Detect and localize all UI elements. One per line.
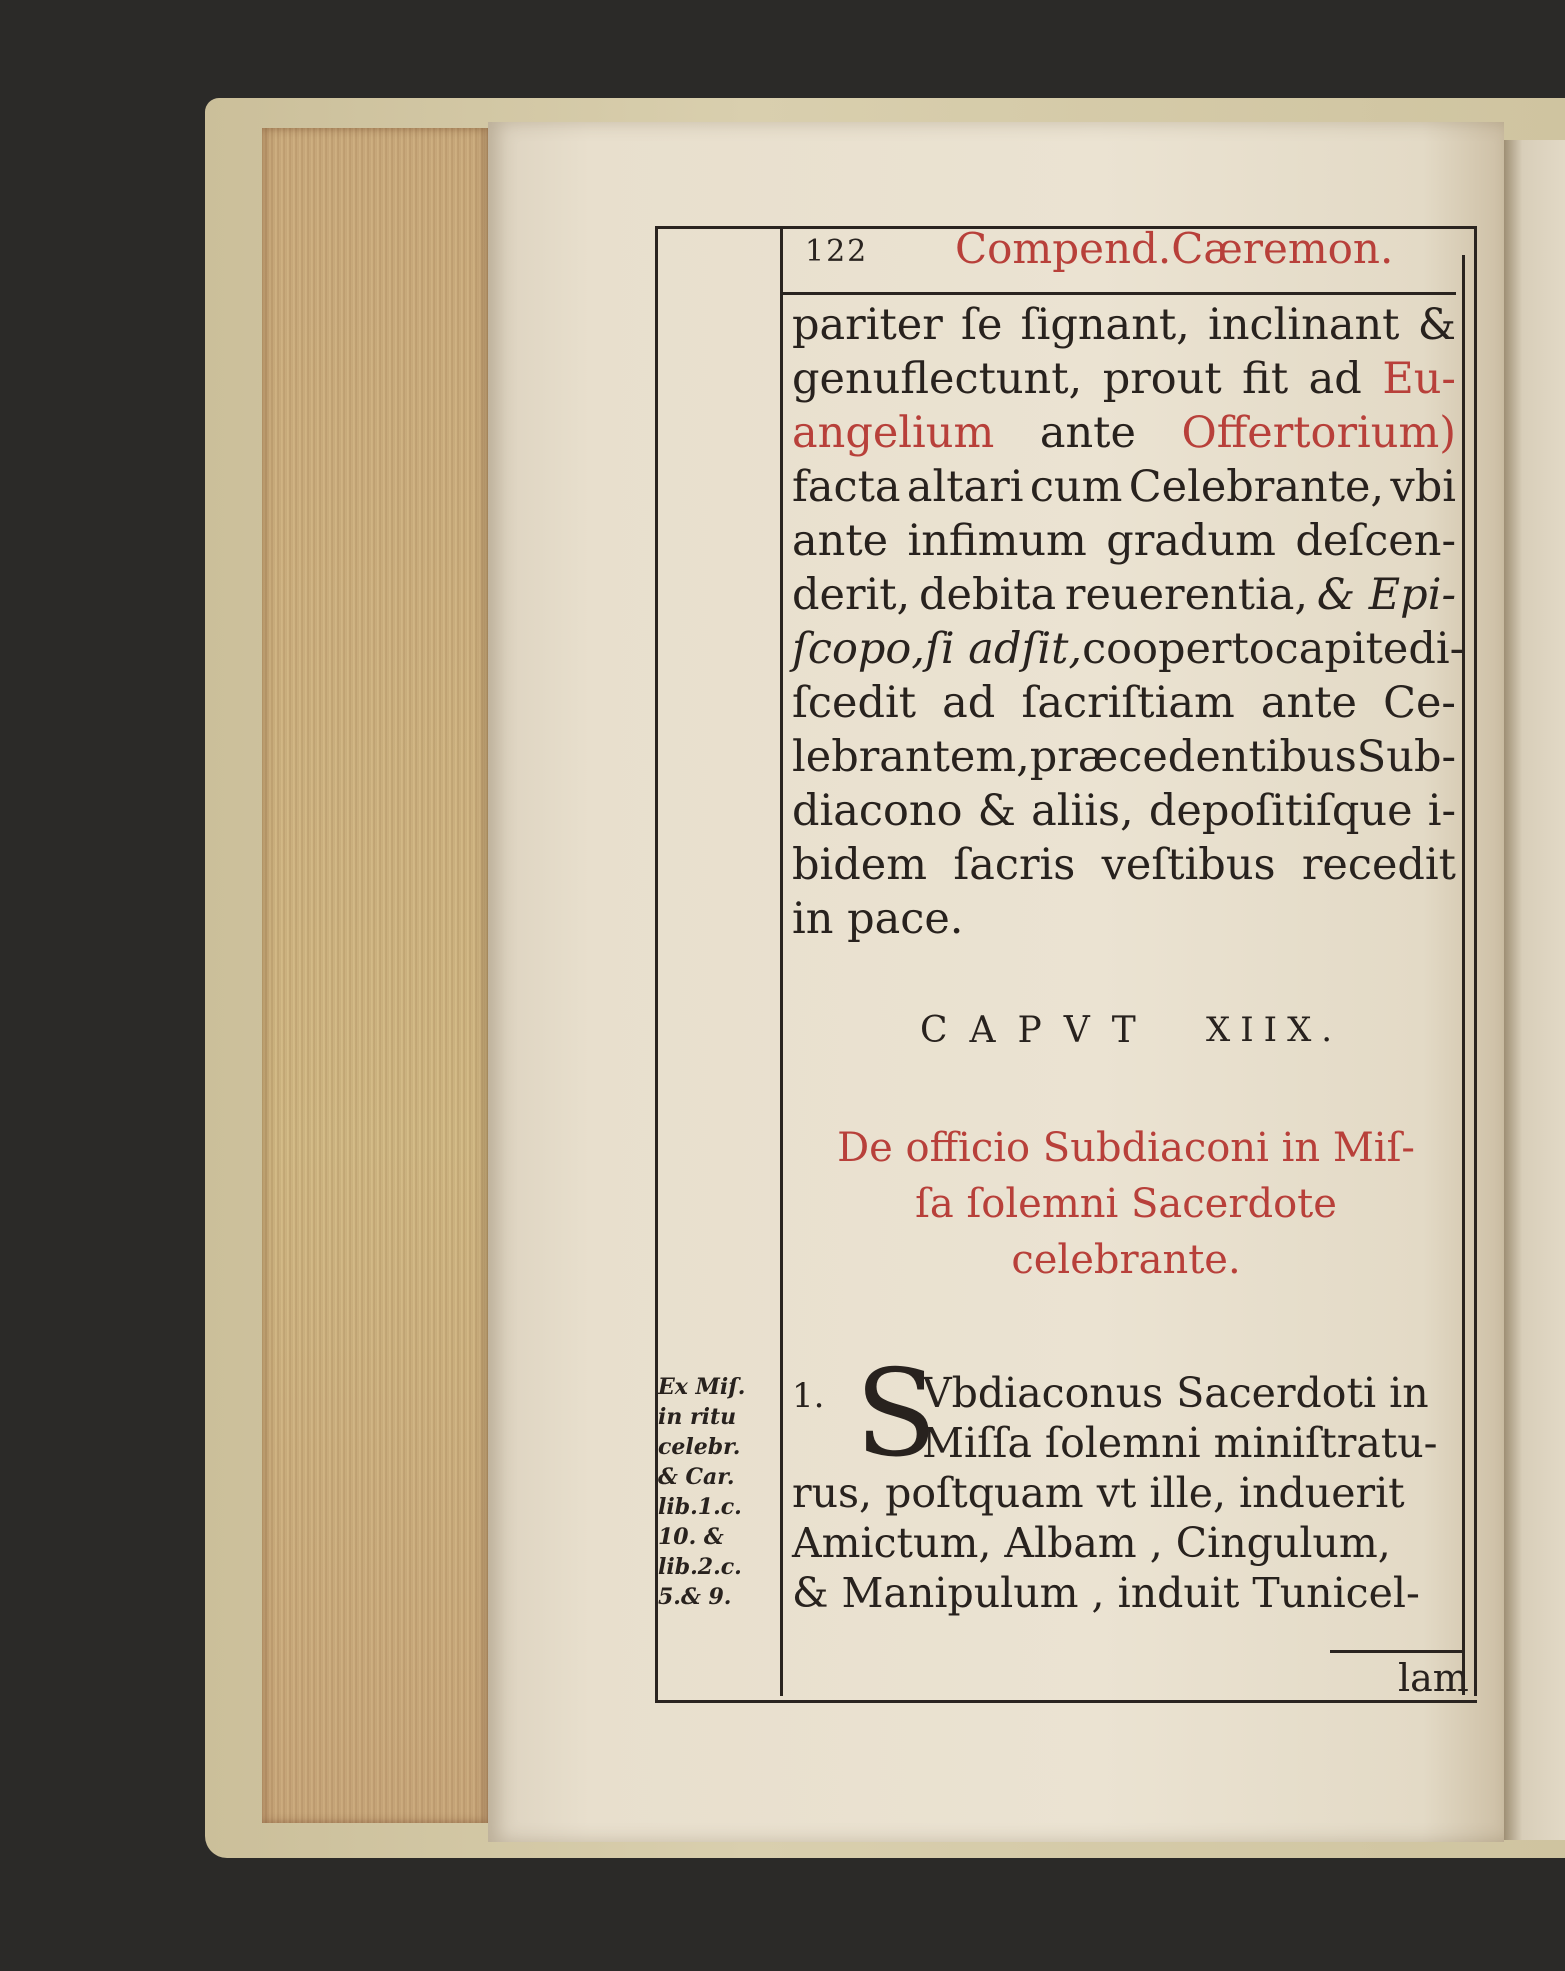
paragraph-line: Vbdiaconus Sacerdoti in xyxy=(922,1369,1429,1417)
bottom-rule xyxy=(655,1700,1477,1703)
body-word: inclinant xyxy=(1208,300,1400,350)
body-word: depoſitiſque xyxy=(1148,786,1413,836)
body-word: ſacris xyxy=(953,840,1076,890)
body-word: veſtibus xyxy=(1101,840,1276,890)
body-word: ſcopo,ſi adſit, xyxy=(792,624,1083,674)
body-line xyxy=(792,730,1456,784)
margin-note xyxy=(658,1372,778,1612)
catchword: lam xyxy=(1398,1656,1469,1700)
body-word: Ce- xyxy=(1383,678,1456,728)
running-title: Compend.Cæremon. xyxy=(955,224,1394,273)
body-line xyxy=(792,784,1456,838)
body-word: Celebrante, xyxy=(1128,462,1385,512)
chapter-label: CAPVT xyxy=(920,1010,1158,1051)
body-word: reuerentia, xyxy=(1064,570,1309,620)
margin-note-line: lib.2.c. xyxy=(658,1554,742,1580)
inner-left-rule xyxy=(780,226,783,1696)
body-word: in pace. xyxy=(792,894,964,944)
body-word: cooperto xyxy=(1082,624,1275,674)
body-line xyxy=(792,568,1456,622)
margin-note-line: 10. & xyxy=(658,1524,724,1550)
paragraph-line: Amictum, Albam , Cingulum, xyxy=(792,1519,1391,1567)
chapter-number: XIIX. xyxy=(1206,1010,1343,1050)
body-line xyxy=(792,298,1456,352)
paragraph-line: rus, poſtquam vt ille, induerit xyxy=(792,1469,1405,1517)
drop-cap: S xyxy=(855,1345,938,1484)
body-line xyxy=(792,838,1456,892)
margin-note-line: & Car. xyxy=(658,1464,735,1490)
body-word: Eu- xyxy=(1382,354,1456,404)
body-word: cum xyxy=(1029,462,1123,512)
heading-line: ſa ſolemni Sacerdote xyxy=(915,1181,1337,1227)
body-word: ante xyxy=(792,516,889,566)
margin-note-line: lib.1.c. xyxy=(658,1494,742,1520)
page-edges xyxy=(262,128,490,1823)
body-word: & Epi- xyxy=(1316,570,1456,620)
body-word: fit xyxy=(1242,354,1289,404)
body-word: diacono xyxy=(792,786,963,836)
body-word: genuflectunt, xyxy=(792,354,1083,404)
body-text xyxy=(792,298,1465,946)
body-line xyxy=(792,676,1456,730)
body-word: & xyxy=(977,786,1016,836)
body-word: Offertorium) xyxy=(1181,408,1456,458)
body-word: vbi xyxy=(1390,462,1456,512)
body-word: derit, xyxy=(792,570,911,620)
body-word: di- xyxy=(1408,624,1465,674)
body-word: angelium xyxy=(792,408,995,458)
paragraph-line: & Manipulum , induit Tunicel- xyxy=(792,1569,1420,1617)
body-word: prout xyxy=(1102,354,1222,404)
body-word: recedit xyxy=(1301,840,1456,890)
margin-note-line: 5.& 9. xyxy=(658,1584,732,1610)
body-word: ad xyxy=(1308,354,1362,404)
page-number: 122 xyxy=(805,234,869,269)
body-word: ſe xyxy=(961,300,1003,350)
catch-rule xyxy=(1330,1650,1462,1653)
body-word: capite xyxy=(1274,624,1409,674)
margin-note-line: Ex Miſ. xyxy=(658,1374,746,1400)
body-word: deſcen- xyxy=(1295,516,1456,566)
body-word: debita xyxy=(918,570,1057,620)
chapter-heading xyxy=(796,1120,1456,1288)
body-line xyxy=(792,406,1456,460)
heading-line: celebrante. xyxy=(1011,1237,1241,1283)
body-line xyxy=(792,514,1456,568)
body-word: altari xyxy=(906,462,1024,512)
body-word: aliis, xyxy=(1031,786,1134,836)
body-word: facta xyxy=(792,462,901,512)
inner-right-rule xyxy=(1462,255,1465,1695)
header-rule xyxy=(782,292,1456,295)
body-word: bidem xyxy=(792,840,928,890)
body-word: ante xyxy=(1039,408,1136,458)
body-word: præcedentibus xyxy=(1029,732,1357,782)
body-word: Sub- xyxy=(1356,732,1457,782)
facing-page-edge xyxy=(1504,140,1565,1840)
body-word: gradum xyxy=(1106,516,1276,566)
body-line xyxy=(792,892,1456,946)
margin-note-line: in ritu xyxy=(658,1404,737,1430)
body-word: lebrantem, xyxy=(792,732,1030,782)
paragraph-line: Miſſa ſolemni miniſtratu- xyxy=(922,1419,1438,1467)
body-word: ſignant, xyxy=(1020,300,1190,350)
body-word: ante xyxy=(1260,678,1357,728)
paragraph-number: 1. xyxy=(792,1376,825,1416)
body-line xyxy=(792,622,1465,676)
margin-note-line: celebr. xyxy=(658,1434,741,1460)
body-word: pariter xyxy=(792,300,943,350)
paragraph-first-lines xyxy=(922,1368,1456,1468)
outer-right-rule xyxy=(1474,226,1477,1696)
paragraph-rest-lines xyxy=(792,1468,1456,1618)
body-word: ſcedit xyxy=(792,678,917,728)
body-line xyxy=(792,352,1456,406)
body-word: ad xyxy=(942,678,996,728)
body-word: i- xyxy=(1427,786,1456,836)
body-word: ſacriſtiam xyxy=(1021,678,1235,728)
body-word: infimum xyxy=(907,516,1087,566)
heading-line: De officio Subdiaconi in Miſ- xyxy=(837,1125,1415,1171)
body-word: & xyxy=(1417,300,1456,350)
body-line xyxy=(792,460,1456,514)
